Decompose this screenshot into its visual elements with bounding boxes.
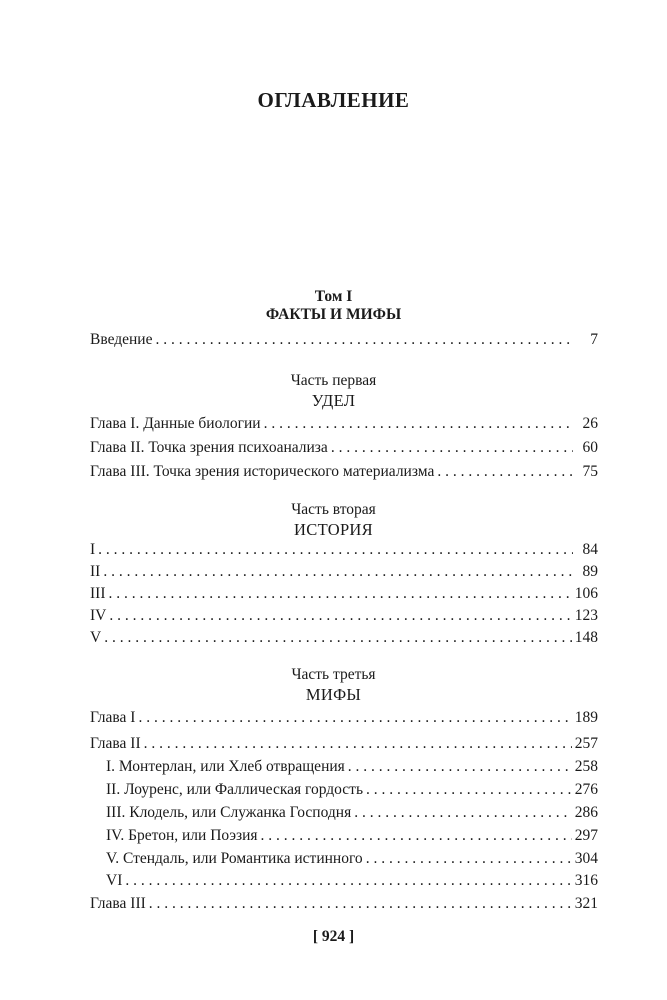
toc-entry-page: 7 <box>590 331 598 348</box>
leader-dots <box>103 563 573 581</box>
toc-entry[interactable] <box>90 607 598 629</box>
part-label: Часть третья <box>291 666 376 683</box>
leader-dots <box>354 804 572 822</box>
leader-dots <box>144 735 572 753</box>
part-title: УДЕЛ <box>311 391 356 410</box>
toc-entry-title: IV. Бретон, или Поэзия <box>106 827 258 844</box>
leader-dots <box>261 827 572 845</box>
page-number <box>0 928 667 946</box>
part-title: ИСТОРИЯ <box>294 520 373 539</box>
toc-entry-page: 26 <box>582 415 598 432</box>
leader-dots <box>155 331 573 349</box>
toc-entry-title: V. Стендаль, или Романтика истинного <box>106 850 363 867</box>
toc-entry-title: II <box>90 563 101 580</box>
toc-subentry[interactable] <box>106 804 598 826</box>
toc-entry-page: 304 <box>574 850 598 867</box>
leader-dots <box>125 872 571 890</box>
part-title: МИФЫ <box>305 685 362 704</box>
leader-dots <box>138 709 571 727</box>
leader-dots <box>104 629 572 647</box>
page-title: ОГЛАВЛЕНИЕ <box>257 88 410 112</box>
toc-entry-page: 297 <box>574 827 598 844</box>
toc-entry-page: 60 <box>582 439 598 456</box>
leader-dots <box>98 541 573 559</box>
toc-entry-page: 75 <box>582 463 598 480</box>
toc-subentry[interactable] <box>106 850 598 872</box>
folio-right-bracket: ] <box>349 928 355 945</box>
toc-subentry[interactable] <box>106 781 598 803</box>
leader-dots <box>331 439 573 457</box>
leader-dots <box>437 463 573 481</box>
toc-entry-page: 84 <box>582 541 598 558</box>
toc-entry[interactable] <box>90 895 598 917</box>
toc-entry-title: Глава II. Точка зрения психоанализа <box>90 439 328 456</box>
toc-entry-title: I <box>90 541 96 558</box>
part-label: Часть вторая <box>291 501 376 518</box>
toc-entry-page: 321 <box>574 895 598 912</box>
toc-entry-title: III <box>90 585 106 602</box>
leader-dots <box>348 758 572 776</box>
leader-dots <box>109 585 572 603</box>
toc-entry-title: IV <box>90 607 107 624</box>
toc-entry-title: I. Монтерлан, или Хлеб отвращения <box>106 758 345 775</box>
leader-dots <box>264 415 573 433</box>
toc-entry-title: Глава III <box>90 895 146 912</box>
toc-entry-title: Глава I. Данные биологии <box>90 415 261 432</box>
toc-entry-title: V <box>90 629 102 646</box>
toc-subentry[interactable] <box>106 827 598 849</box>
toc-entry-page: 148 <box>574 629 598 646</box>
folio-number: 924 <box>321 928 346 945</box>
toc-entry-page: 276 <box>574 781 598 798</box>
toc-entry-title: Введение <box>90 331 153 348</box>
toc-entry-page: 89 <box>582 563 598 580</box>
toc-entry-page: 106 <box>574 585 598 602</box>
toc-entry[interactable] <box>90 439 598 461</box>
toc-subentry[interactable] <box>106 872 598 894</box>
toc-entry[interactable] <box>90 563 598 585</box>
toc-entry[interactable] <box>90 541 598 563</box>
toc-entry-page: 123 <box>574 607 598 624</box>
volume-label: Том I <box>314 288 353 305</box>
folio-left-bracket: [ <box>312 928 318 945</box>
volume-title: ФАКТЫ И МИФЫ <box>265 306 402 323</box>
toc-entry-title: Глава I <box>90 709 136 726</box>
leader-dots <box>149 895 572 913</box>
toc-entry-page: 189 <box>574 709 598 726</box>
toc-entry-title: III. Клодель, или Служанка Господня <box>106 804 352 821</box>
toc-entry[interactable] <box>90 709 598 731</box>
toc-entry[interactable] <box>90 585 598 607</box>
leader-dots <box>109 607 571 625</box>
leader-dots <box>366 850 572 868</box>
toc-entry[interactable] <box>90 415 598 437</box>
toc-entry-intro[interactable] <box>90 331 598 353</box>
toc-entry-page: 316 <box>574 872 598 889</box>
toc-entry-title: II. Лоуренс, или Фаллическая гордость <box>106 781 364 798</box>
toc-entry-page: 258 <box>574 758 598 775</box>
toc-entry-page: 286 <box>574 804 598 821</box>
part-label: Часть первая <box>290 372 377 389</box>
leader-dots <box>366 781 572 799</box>
toc-entry[interactable] <box>90 735 598 757</box>
toc-entry-title: VI <box>106 872 123 889</box>
toc-entry[interactable] <box>90 629 598 651</box>
toc-entry-title: Глава II <box>90 735 141 752</box>
toc-entry[interactable] <box>90 463 598 485</box>
toc-entry-title: Глава III. Точка зрения исторического материализма <box>90 463 435 480</box>
toc-entry-page: 257 <box>574 735 598 752</box>
toc-subentry[interactable] <box>106 758 598 780</box>
